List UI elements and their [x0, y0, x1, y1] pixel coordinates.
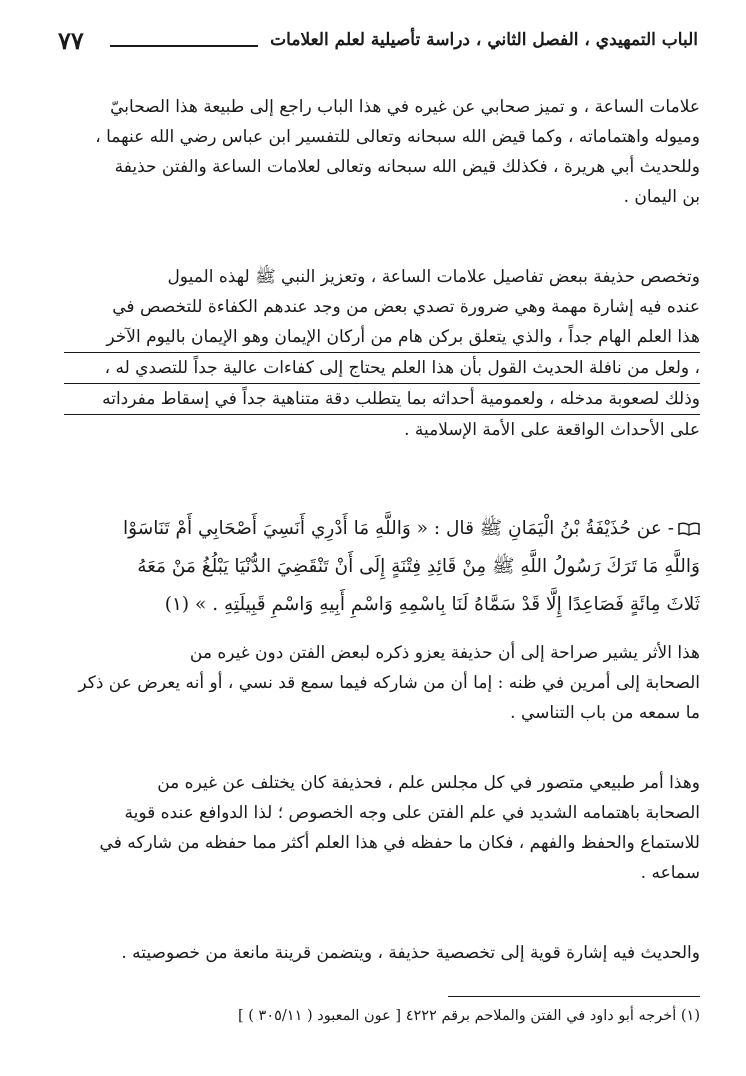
text-line: بن اليمان . [623, 187, 700, 207]
text-line: للاستماع والحفظ والفهم ، فكان ما حفظه في هذا العلم أكثر مما حفظه من شاركه في [99, 833, 700, 853]
hadith-quote [64, 510, 700, 624]
text-line: وهذا أمر طبيعي متصور في كل مجلس علم ، فحذيفة كان يختلف عن غيره من [157, 773, 700, 793]
text-line: وتخصص حذيفة ببعض تفاصيل علامات الساعة ، وتعزيز النبي ﷺ لهذه الميول [167, 267, 700, 287]
text-line [64, 415, 700, 445]
text-line: والحديث فيه إشارة قوية إلى تخصصية حذيفة ، ويتضمن قرينة مانعة من خصوصيته . [121, 943, 700, 963]
paragraph-5 [64, 938, 700, 968]
header-title: الباب التمهيدي ، الفصل الثاني ، دراسة تأصيلية لعلم العلامات [270, 30, 698, 50]
text-line [64, 292, 700, 322]
text-line: ما سمعه من باب التناسي . [510, 703, 700, 723]
underlined-line: هذا العلم الهام جداً ، والذي يتعلق بركن هام من أركان الإيمان وهو الإيمان باليوم الآخر [64, 322, 700, 353]
hadith-lead: - عن حُذَيْفَةُ بْنُ الْيَمَانِ ﷺ قال : « [410, 518, 674, 539]
header-rule [110, 45, 258, 47]
text-line: سماعه . [640, 863, 700, 883]
hadith-line: ثَلاثَ مِائَةٍ فَصَاعِدًا إِلَّا قَدْ سَمَّاهُ لَنَا بِاسْمِهِ وَاسْمِ أَبِيهِ وَاسْمِ قَبِيلَتِهِ . » (١) [164, 594, 700, 615]
text-line: هذا الأثر يشير صراحة إلى أن حذيفة يعزو ذكره لبعض الفتن دون غيره من [189, 643, 700, 663]
text-line: وللحديث أبي هريرة ، فكذلك قيض الله سبحانه وتعالى لعلامات الساعة والفتن حذيفة [114, 157, 700, 177]
text-line: الصحابة باهتمامه الشديد في علم الفتن على وجه الخصوص ؛ لذا الدوافع عنده قوية [124, 803, 700, 823]
underlined-text: على الأحداث الواقعة على الأمة الإسلامية . [404, 415, 700, 445]
text-line: وميوله واهتماماته ، وكما قيض الله سبحانه وتعالى للتفسير ابن عباس رضي الله عنهما ، [95, 127, 700, 147]
underlined-line: وذلك لصعوبة مدخله ، ولعمومية أحداثه بما يتطلب دقة متناهية جداً في إسقاط مفرداته [64, 384, 700, 415]
paragraph-3 [64, 638, 700, 728]
text-line: الصحابة إلى أمرين في ظنه : إما أن من شاركه فيما سمع قد نسي ، أو أنه يعرض عن ذكر [78, 673, 700, 693]
paragraph-2 [64, 262, 700, 445]
open-book-icon [678, 522, 700, 536]
paragraph-1 [64, 92, 700, 212]
text-line: علامات الساعة ، و تميز صحابي عن غيره في هذا الباب راجع إلى طبيعة هذا الصحابيّ [110, 97, 700, 117]
text-segment: عنده فيه إشارة مهمة وهي [509, 297, 700, 317]
footnote-rule [448, 996, 700, 997]
page-number: ٧٧ [58, 26, 84, 55]
footnote: (١) أخرجه أبو داود في الفتن والملاحم برقم ٤٢٢٢ [ عون المعبود ( ٣٠٥/١١ ) ] [238, 1008, 700, 1024]
underlined-text: وَاللَّهِ مَا أَدْرِي أَنَسِيَ أَصْحَابِي أَمْ تَنَاسَوْا [123, 510, 411, 548]
paragraph-4 [64, 768, 700, 888]
hadith-line: وَاللَّهِ مَا تَرَكَ رَسُولُ اللَّهِ ﷺ مِنْ قَائِدِ فِتْنَةٍ إِلَى أَنْ تَنْقَضِيَ الدُّنْيَا يَبْلُغُ مَنْ مَعَهُ [137, 556, 700, 577]
underlined-text: ضرورة تصدي بعض من وجد عندهم الكفاءة للتخصص في [112, 292, 509, 322]
running-header [58, 26, 698, 60]
underlined-line: ، ولعل من نافلة الحديث القول بأن هذا العلم يحتاج إلى كفاءات عالية جداً للتصدي له ، [64, 353, 700, 384]
hadith-line [64, 510, 700, 548]
